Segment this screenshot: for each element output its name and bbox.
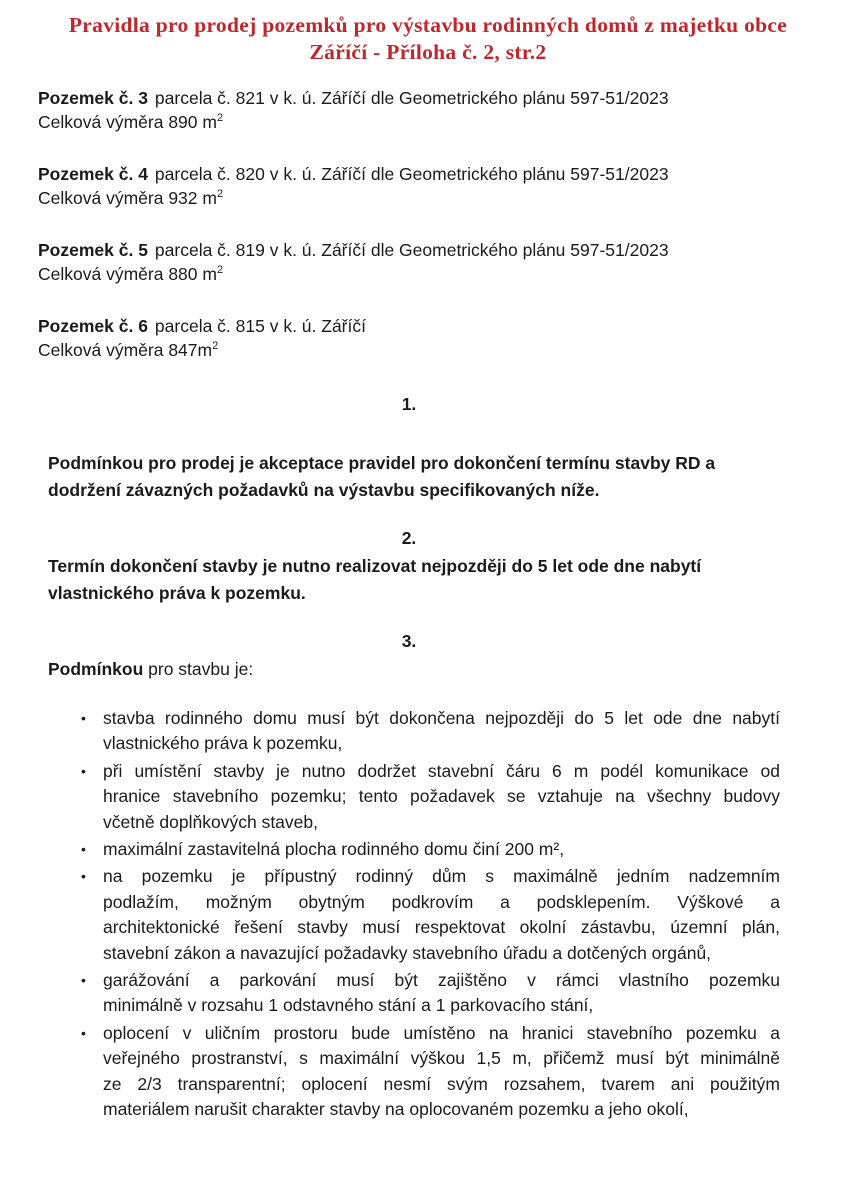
list-item-line: maximální zastavitelná plocha rodinného domu činí 200 m², <box>103 839 565 860</box>
bullet-icon: • <box>81 868 86 885</box>
plot-3-area-text: Celková výměra 890 m <box>38 112 217 132</box>
section-2-line-1: Termín dokončení stavby je nutno realizovat nejpozději do 5 let ode dne nabytí <box>48 556 702 576</box>
plot-4-area <box>38 186 780 210</box>
plot-6-area <box>38 338 780 362</box>
section-3-intro-rest: pro stavbu je: <box>143 659 254 679</box>
section-2-line-2: vlastnického práva k pozemku. <box>48 582 306 603</box>
conditions-list <box>80 706 780 1123</box>
bullet-icon: • <box>81 762 86 779</box>
plot-6-label: Pozemek č. 6 <box>38 316 148 336</box>
section-1-line-1: Podmínkou pro prodej je akceptace pravidel pro dokončení termínu stavby RD a <box>48 453 716 473</box>
bullet-icon: • <box>81 710 86 726</box>
section-3-number: 3. <box>401 631 417 651</box>
bullet-icon: • <box>81 1024 86 1041</box>
list-item <box>80 1021 780 1123</box>
plot-4-area-sup: 2 <box>216 188 224 201</box>
plot-5-label: Pozemek č. 5 <box>38 240 148 260</box>
plot-4-detail: parcela č. 820 v k. ú. Záříčí dle Geometrického plánu 597-51/2023 <box>154 164 669 184</box>
bullet-icon: • <box>81 972 86 989</box>
plot-5-area-sup: 2 <box>216 264 224 277</box>
list-item <box>80 759 780 835</box>
plot-3-area <box>38 110 780 134</box>
document-body <box>38 86 780 1123</box>
list-item <box>80 864 780 966</box>
section-3-intro <box>48 657 780 681</box>
plot-3-label: Pozemek č. 3 <box>38 88 148 108</box>
plot-3-detail: parcela č. 821 v k. ú. Záříčí dle Geometrického plánu 597-51/2023 <box>154 88 669 108</box>
plot-6-area-text: Celková výměra 847m <box>38 340 213 360</box>
plot-5-line <box>38 238 780 262</box>
list-item-line: ze 2/3 transparentní; oplocení nesmí svým rozsahem, tvarem ani použitým <box>103 1073 780 1094</box>
list-item-line: na pozemku je přípustný rodinný dům s maximálně jedním nadzemním <box>103 866 780 887</box>
list-item-line: podlažím, možným obytným podkrovím a podsklepením. Výškové a <box>103 891 780 912</box>
list-item-line: garážování a parkování musí být zajištěno v rámci vlastního pozemku <box>103 970 780 991</box>
section-3-intro-bold: Podmínkou <box>48 659 144 679</box>
page-title <box>38 12 818 66</box>
list-item-line: stavební zákon a navazující požadavky stavebního úřadu a dotčených orgánů, <box>103 942 712 963</box>
plot-block-4 <box>38 162 780 210</box>
plot-6-area-sup: 2 <box>212 340 219 353</box>
plot-6-line <box>38 314 780 338</box>
list-item-line: oplocení v uličním prostoru bude umístěno na hranici stavebního pozemku a <box>103 1022 780 1043</box>
plot-5-detail: parcela č. 819 v k. ú. Záříčí dle Geometrického plánu 597-51/2023 <box>154 240 669 260</box>
list-item-line: včetně doplňkových staveb, <box>103 811 318 832</box>
list-item-line: stavba rodinného domu musí být dokončena nejpozději do 5 let ode dne nabytí <box>103 708 780 728</box>
title-line-1: Pravidla pro prodej pozemků pro výstavbu rodinných domů z majetku obce <box>68 13 788 37</box>
plot-3-line <box>38 86 780 110</box>
plot-4-area-text: Celková výměra 932 m <box>38 188 217 208</box>
plot-block-5 <box>38 238 780 286</box>
list-item-line: materiálem narušit charakter stavby na oplocovaném pozemku a jeho okolí, <box>103 1099 689 1120</box>
section-2-paragraph <box>48 553 780 606</box>
plot-3-area-sup: 2 <box>216 112 224 125</box>
list-item-line: při umístění stavby je nutno dodržet stavební čáru 6 m podél komunikace od <box>103 760 780 781</box>
plot-6-detail: parcela č. 815 v k. ú. Záříčí <box>154 316 366 336</box>
section-1-paragraph <box>48 450 780 503</box>
list-item-line: vlastnického práva k pozemku, <box>103 733 343 754</box>
list-item-line: veřejného prostranství, s maximální výškou 1,5 m, přičemž musí být minimálně <box>103 1048 780 1069</box>
plot-5-area-text: Celková výměra 880 m <box>38 264 217 284</box>
bullet-icon: • <box>81 841 86 858</box>
plot-5-area <box>38 262 780 286</box>
list-item-line: minimálně v rozsahu 1 odstavného stání a 1 parkovacího stání, <box>103 995 594 1016</box>
list-item <box>80 837 780 862</box>
plot-block-6 <box>38 314 780 362</box>
section-2-number: 2. <box>401 528 417 548</box>
list-item-line: hranice stavebního pozemku; tento požadavek se vztahuje na všechny budovy <box>103 786 780 807</box>
plot-4-label: Pozemek č. 4 <box>38 164 148 184</box>
section-1-line-2: dodržení závazných požadavků na výstavbu specifikovaných níže. <box>48 479 600 500</box>
title-line-2: Záříčí - Příloha č. 2, str.2 <box>309 40 547 64</box>
plot-block-3 <box>38 86 780 134</box>
section-1-number: 1. <box>401 394 417 414</box>
plot-4-line <box>38 162 780 186</box>
list-item <box>80 968 780 1019</box>
list-item <box>80 706 780 757</box>
list-item-line: architektonické řešení stavby musí respektovat okolní zástavbu, územní plán, <box>103 917 780 938</box>
